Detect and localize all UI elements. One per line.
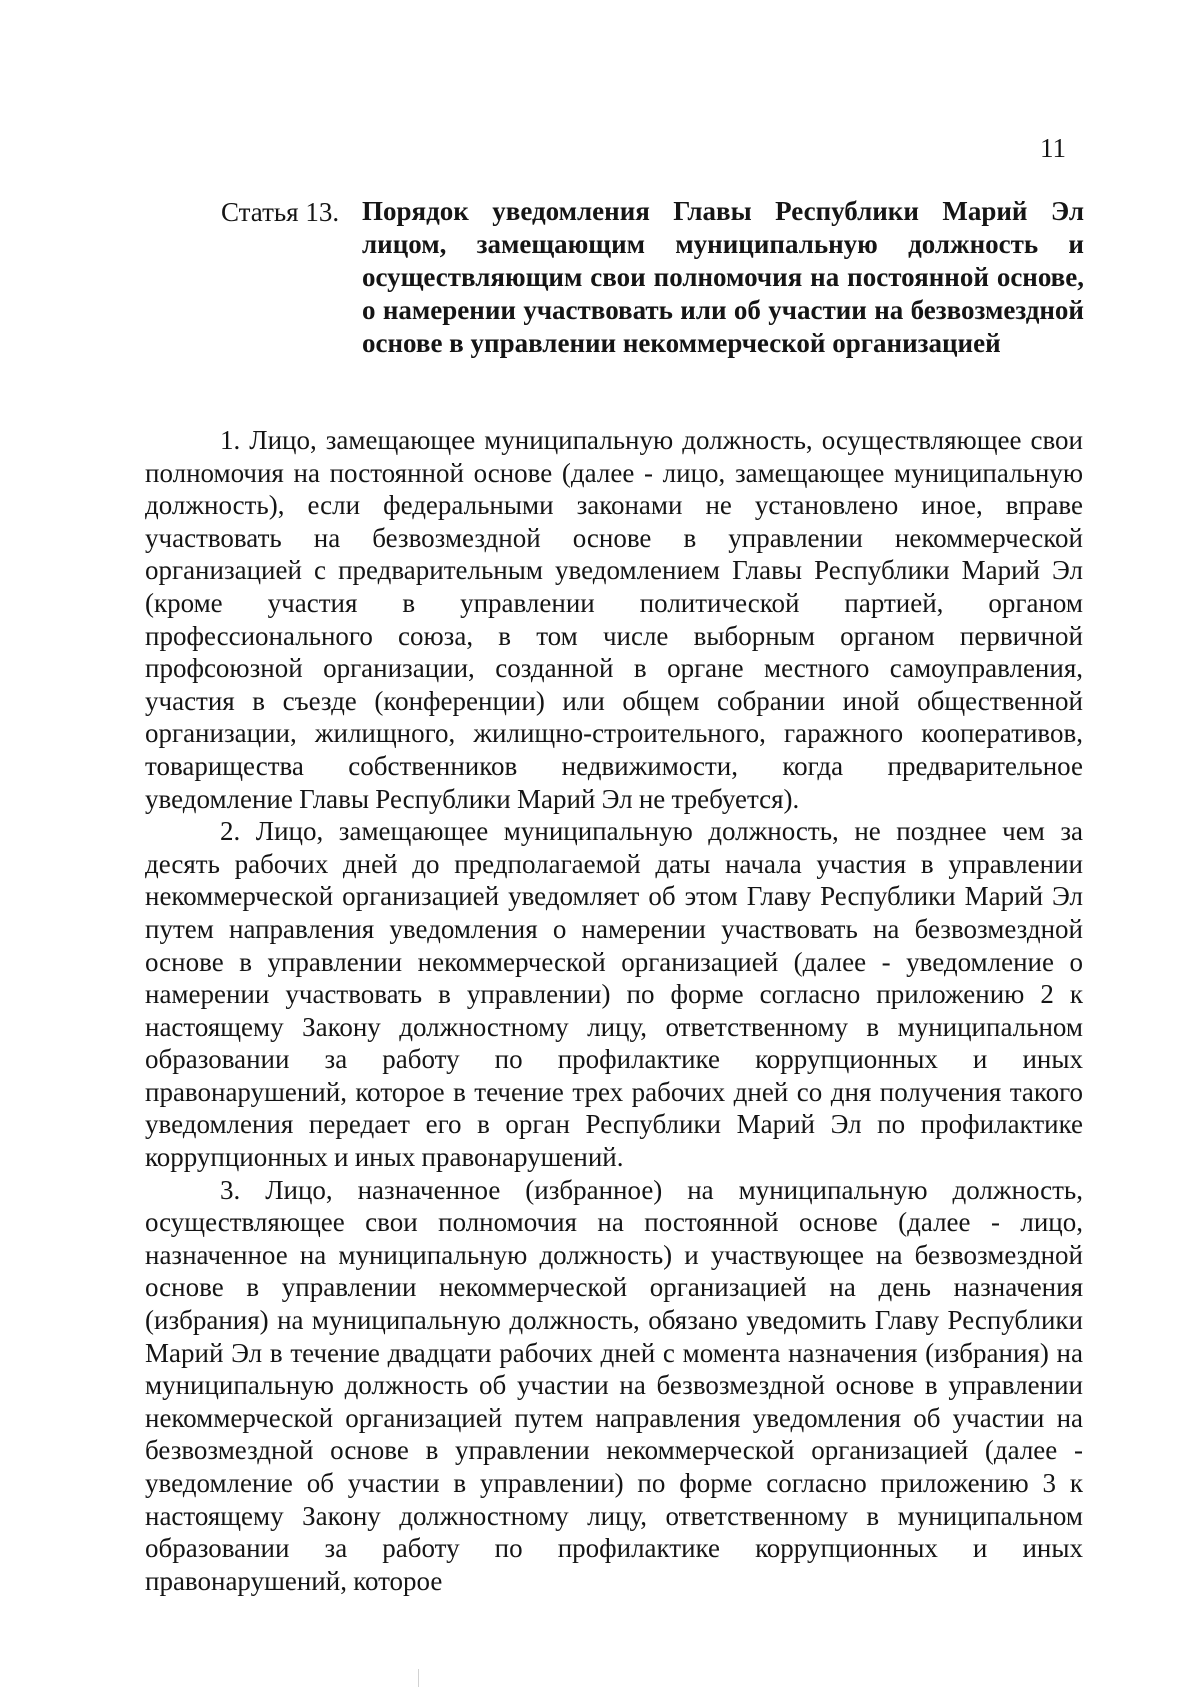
scan-artifact-mark — [418, 1669, 419, 1687]
page-number: 11 — [1040, 133, 1066, 163]
paragraph-1: 1. Лицо, замещающее муниципальную должность, осуществляющее свои полномочия на постоянной основе (далее - лицо, замещающее муниципальную должность), если федеральными законами не установлено иное, вправе участвовать на безвозмездной основе в управлении некоммерческой организацией с предварительным уведомлением Главы Республики Марий Эл (кроме участия в управлении политической партией, органом профессионального союза, в том числе выборным органом первичной профсоюзной организации, созданной в органе местного самоуправления, участия в съезде (конференции) или общем собрании иной общественной организации, жилищного, жилищно-строительного, гаражного кооперативов, товарищества собственников недвижимости, когда предварительное уведомление Главы Республики Марий Эл не требуется). — [145, 425, 1083, 814]
article-label: Статья 13. — [221, 197, 340, 227]
paragraph-3: 3. Лицо, назначенное (избранное) на муниципальную должность, осуществляющее свои полномочия на постоянной основе (далее - лицо, назначенное на муниципальную должность) и участвующее на безвозмездной основе в управлении некоммерческой организацией на день назначения (избрания) на муниципальную должность, обязано уведомить Главу Республики Марий Эл в течение двадцати рабочих дней с момента назначения (избрания) на муниципальную должность об участии на безвозмездной основе в управлении некоммерческой организацией путем направления уведомления об участии на безвозмездной основе в управлении некоммерческой организацией (далее - уведомление об участии в управлении) по форме согласно приложению 3 к настоящему Закону должностному лицу, ответственному в муниципальном образовании за работу по профилактике коррупционных и иных правонарушений, которое — [145, 1174, 1083, 1596]
article-body — [145, 424, 1083, 1597]
article-title: Порядок уведомления Главы Республики Марий Эл лицом, замещающим муниципальную должность и осуществляющим свои полномочия на постоянной основе, о намерении участвовать или об участии на безвозмездной основе в управлении некоммерческой организацией — [362, 196, 1084, 358]
paragraph-2: 2. Лицо, замещающее муниципальную должность, не позднее чем за десять рабочих дней до предполагаемой даты начала участия в управлении некоммерческой организацией уведомляет об этом Главу Республики Марий Эл путем направления уведомления о намерении участвовать на безвозмездной основе в управлении некоммерческой организацией (далее - уведомление о намерении участвовать в управлении) по форме согласно приложению 2 к настоящему Закону должностному лицу, ответственному в муниципальном образовании за работу по профилактике коррупционных и иных правонарушений, которое в течение трех рабочих дней со дня получения такого уведомления передает его в орган Республики Марий Эл по профилактике коррупционных и иных правонарушений. — [145, 816, 1083, 1173]
